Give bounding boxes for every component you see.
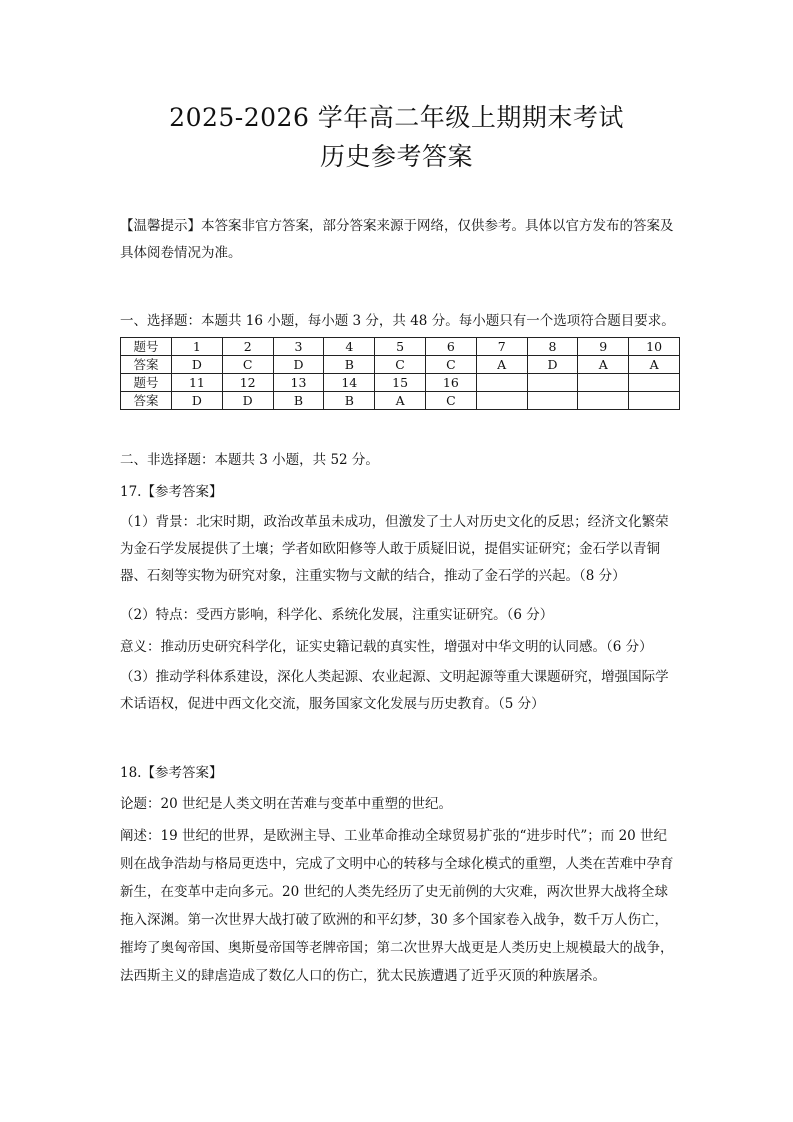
- question-number: 1: [172, 338, 223, 356]
- question-number: 14: [324, 374, 375, 392]
- answer-cell: D: [172, 356, 223, 374]
- question-number: 15: [375, 374, 426, 392]
- answer-cell: B: [324, 356, 375, 374]
- answer-cell: [527, 392, 578, 410]
- answer-cell: D: [273, 356, 324, 374]
- q17-heading: 17.【参考答案】: [120, 484, 223, 500]
- question-number: [629, 374, 680, 392]
- table-row: [121, 392, 680, 410]
- notice-text: 【温馨提示】本答案非官方答案，部分答案来源于网络，仅供参考。具体以官方发布的答案及具体阅卷情况为准。: [120, 218, 674, 261]
- section2-heading: 二、非选择题：本题共 3 小题，共 52 分。: [120, 452, 379, 468]
- q17-significance: 意义：推动历史研究科学化，证实史籍记载的真实性，增强对中华文明的认同感。（6 分）: [120, 639, 653, 655]
- answer-cell: D: [222, 392, 273, 410]
- answer-cell: [476, 392, 527, 410]
- answer-cell: C: [425, 356, 476, 374]
- row-label: 题号: [121, 338, 172, 356]
- answer-cell: A: [578, 356, 629, 374]
- question-number: 11: [172, 374, 223, 392]
- q18-thesis: 论题：20 世纪是人类文明在苦难与变革中重塑的世纪。: [120, 796, 452, 812]
- row-label: 答案: [121, 392, 172, 410]
- answer-cell: C: [222, 356, 273, 374]
- question-number: 9: [578, 338, 629, 356]
- answer-cell: [629, 392, 680, 410]
- answer-cell: A: [375, 392, 426, 410]
- table-row: [121, 356, 680, 374]
- answer-cell: D: [172, 392, 223, 410]
- exam-title: 2025-2026 学年高二年级上期期末考试: [169, 103, 624, 132]
- answer-cell: B: [324, 392, 375, 410]
- answer-table: [120, 337, 680, 410]
- exam-subtitle: 历史参考答案: [319, 142, 473, 171]
- question-number: [527, 374, 578, 392]
- question-number: 6: [425, 338, 476, 356]
- question-number: 2: [222, 338, 273, 356]
- q17-part3: （3）推动学科体系建设，深化人类起源、农业起源、文明起源等重大课题研究，增强国际学术话语权，促进中西文化交流，服务国家文化发展与历史教育。（5 分）: [120, 669, 669, 712]
- answer-cell: C: [375, 356, 426, 374]
- section1-heading: 一、选择题：本题共 16 小题，每小题 3 分，共 48 分。每小题只有一个选项符合题目要求。: [120, 313, 675, 329]
- question-number: 7: [476, 338, 527, 356]
- question-number: 8: [527, 338, 578, 356]
- table-row: [121, 374, 680, 392]
- row-label: 题号: [121, 374, 172, 392]
- q18-body: 阐述：19 世纪的世界，是欧洲主导、工业革命推动全球贸易扩张的“进步时代”；而 20 世纪则在战争浩劫与格局更迭中，完成了文明中心的转移与全球化模式的重塑，人类在苦难中孕育新生，在变革中走向多元。20 世纪的人类先经历了史无前例的大灾难，两次世界大战将全球拖入深渊。第一次世界大战打破了欧洲的和平幻梦，30 多个国家卷入战争，数千万人伤亡，摧垮了奥匈帝国、奥斯曼帝国等老牌帝国；第二次世界大战更是人类历史上规模最大的战争，法西斯主义的肆虐造成了数亿人口的伤亡，犹太民族遭遇了近乎灭顶的种族屠杀。: [120, 828, 674, 984]
- question-number: 13: [273, 374, 324, 392]
- question-number: [476, 374, 527, 392]
- answer-cell: D: [527, 356, 578, 374]
- answer-cell: C: [425, 392, 476, 410]
- answer-cell: [578, 392, 629, 410]
- question-number: 10: [629, 338, 680, 356]
- q17-part1: （1）背景：北宋时期，政治改革虽未成功，但激发了士人对历史文化的反思；经济文化繁荣为金石学发展提供了土壤；学者如欧阳修等人敢于质疑旧说，提倡实证研究；金石学以青铜器、石刻等实物为研究对象，注重实物与文献的结合，推动了金石学的兴起。（8 分）: [120, 514, 669, 584]
- answer-cell: A: [476, 356, 527, 374]
- row-label: 答案: [121, 356, 172, 374]
- question-number: 4: [324, 338, 375, 356]
- answer-cell: B: [273, 392, 324, 410]
- table-row: [121, 338, 680, 356]
- question-number: 12: [222, 374, 273, 392]
- q17-part2: （2）特点：受西方影响，科学化、系统化发展，注重实证研究。（6 分）: [120, 607, 554, 623]
- question-number: 16: [425, 374, 476, 392]
- q18-heading: 18.【参考答案】: [120, 765, 223, 781]
- question-number: 3: [273, 338, 324, 356]
- answer-cell: A: [629, 356, 680, 374]
- question-number: [578, 374, 629, 392]
- question-number: 5: [375, 338, 426, 356]
